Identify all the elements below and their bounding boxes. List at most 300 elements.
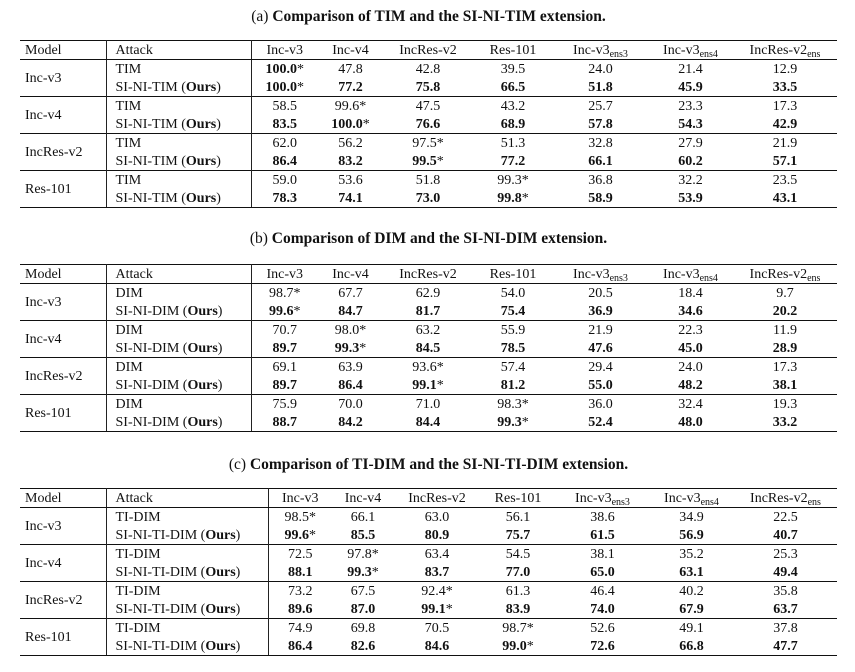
table-row [20, 600, 837, 619]
table-row [20, 134, 837, 153]
table-caption [20, 456, 837, 474]
header-col-main: IncRes-v2 [749, 266, 808, 282]
value-cell [251, 97, 318, 116]
value: 28.9 [772, 340, 798, 356]
value-cell [251, 171, 318, 190]
value-cell [480, 526, 556, 545]
value: 51.8 [588, 79, 613, 95]
value-cell [648, 171, 733, 190]
value: 19.3 [772, 396, 798, 412]
value-cell [394, 619, 480, 638]
value-cell [648, 78, 733, 97]
attack-name: SI-NI-DIM [115, 303, 180, 319]
value-cell [318, 321, 383, 340]
caption-title: Comparison of DIM and the SI-NI-DIM extension. [271, 230, 608, 247]
header-col-main: Inc-v3 [266, 266, 304, 282]
white-box-marker: * [436, 359, 444, 375]
value-cell [394, 600, 480, 619]
value: 93.6 [412, 359, 437, 375]
attack-name: SI-NI-TI-DIM [115, 527, 198, 543]
value-cell [734, 582, 837, 601]
attack-name: SI-NI-DIM [115, 377, 180, 393]
value: 54.5 [505, 546, 531, 562]
header-col [251, 41, 318, 60]
value-cell [480, 637, 556, 656]
value: 70.0 [338, 396, 363, 412]
value-cell [733, 339, 837, 358]
value-cell [473, 302, 553, 321]
value-cell [332, 619, 394, 638]
value-cell [734, 526, 837, 545]
value: 100.0 [265, 79, 297, 95]
value-cell [556, 526, 649, 545]
value-cell [268, 545, 332, 564]
header-col-main: Res-101 [494, 490, 542, 506]
value-cell [251, 78, 318, 97]
table-row [20, 78, 837, 97]
table-row [20, 152, 837, 171]
value: 25.7 [588, 98, 613, 114]
attack-cell [106, 97, 251, 116]
value: 100.0 [331, 116, 363, 132]
value: 74.1 [338, 190, 363, 206]
value-cell [383, 413, 473, 432]
header-col-sub: ens [807, 48, 821, 60]
value: 58.9 [588, 190, 613, 206]
value-cell [332, 637, 394, 656]
value-cell [553, 321, 648, 340]
white-box-marker: * [297, 61, 304, 77]
value: 38.1 [772, 377, 798, 393]
value: 83.2 [338, 153, 363, 169]
value-cell [553, 134, 648, 153]
header-col [383, 265, 473, 284]
ours-label: Ours [187, 303, 218, 319]
header-col-sub: ens4 [699, 272, 718, 284]
value: 33.2 [772, 414, 798, 430]
value: 89.6 [288, 601, 313, 617]
ours-label: Ours [205, 638, 236, 654]
attack-cell [106, 358, 251, 377]
value-cell [733, 189, 837, 208]
value: 99.1 [421, 601, 446, 617]
ours-label: Ours [205, 527, 236, 543]
value: 99.6 [269, 303, 294, 319]
value-cell [733, 171, 837, 190]
white-box-marker: * [526, 638, 534, 654]
value: 56.1 [505, 509, 531, 525]
value-cell [734, 563, 837, 582]
value-cell [553, 302, 648, 321]
header-col [473, 265, 553, 284]
table-row [20, 60, 837, 79]
value-cell [648, 152, 733, 171]
value: 73.0 [415, 190, 441, 206]
header-col-main: Inc-v3 [281, 490, 319, 506]
header-col [473, 41, 553, 60]
value: 32.4 [678, 396, 703, 412]
value-cell [383, 321, 473, 340]
value: 63.9 [338, 359, 363, 375]
value: 54.3 [678, 116, 703, 132]
header-attack: Attack [106, 489, 268, 508]
value: 81.2 [500, 377, 526, 393]
attack-cell [106, 284, 251, 303]
value-cell [268, 508, 332, 527]
value: 56.2 [338, 135, 363, 151]
value-cell [553, 395, 648, 414]
header-model: Model [20, 265, 106, 284]
value: 99.3 [347, 564, 372, 580]
value-cell [734, 637, 837, 656]
white-box-marker: * [521, 190, 529, 206]
table-row [20, 395, 837, 414]
header-col-sub: ens3 [609, 48, 628, 60]
value-cell [473, 376, 553, 395]
value-cell [394, 637, 480, 656]
header-col [649, 489, 734, 508]
value-cell [480, 619, 556, 638]
value-cell [473, 321, 553, 340]
table-row [20, 189, 837, 208]
attack-name: TI-DIM [115, 546, 161, 562]
value-cell [733, 395, 837, 414]
attack-name: TIM [115, 98, 142, 114]
value-cell [251, 152, 318, 171]
value-cell [733, 413, 837, 432]
value-cell [251, 395, 318, 414]
value-cell [383, 284, 473, 303]
value-cell [383, 134, 473, 153]
value-cell [649, 545, 734, 564]
table-row [20, 563, 837, 582]
ours-label: Ours [185, 153, 217, 169]
value-cell [268, 619, 332, 638]
value: 23.3 [678, 98, 703, 114]
value: 27.9 [678, 135, 703, 151]
value: 100.0 [265, 61, 297, 77]
header-model: Model [20, 41, 106, 60]
header-col [383, 41, 473, 60]
value-cell [394, 563, 480, 582]
attack-name: TI-DIM [115, 509, 161, 525]
value: 63.1 [679, 564, 704, 580]
value-cell [553, 376, 648, 395]
value-cell [332, 600, 394, 619]
value-cell [649, 526, 734, 545]
header-col-main: Inc-v4 [332, 42, 369, 58]
attack-cell [106, 508, 268, 527]
model-cell: Res-101 [20, 395, 106, 432]
value: 92.4 [421, 583, 446, 599]
value: 70.5 [424, 620, 450, 636]
value: 84.7 [338, 303, 363, 319]
ours-label: Ours [205, 601, 236, 617]
value: 63.7 [773, 601, 798, 617]
header-col-main: Inc-v3 [663, 266, 700, 282]
value-cell [480, 563, 556, 582]
value: 12.9 [772, 61, 798, 77]
value: 62.0 [272, 135, 297, 151]
value-cell [332, 508, 394, 527]
header-col-main: IncRes-v2 [750, 490, 808, 506]
value: 51.3 [500, 135, 526, 151]
header-attack: Attack [106, 265, 251, 284]
attack-name: SI-NI-TIM [115, 190, 178, 206]
value: 20.2 [772, 303, 798, 319]
value-cell [648, 115, 733, 134]
value: 98.7 [269, 285, 294, 301]
value-cell [318, 358, 383, 377]
value-cell [268, 582, 332, 601]
value-cell [648, 376, 733, 395]
value: 61.5 [590, 527, 615, 543]
model-cell: Inc-v3 [20, 508, 106, 545]
header-col-main: Inc-v3 [664, 490, 701, 506]
value: 88.7 [272, 414, 297, 430]
value: 52.6 [590, 620, 615, 636]
value: 75.9 [272, 396, 297, 412]
value-cell [318, 284, 383, 303]
value: 83.7 [424, 564, 450, 580]
value-cell [556, 619, 649, 638]
value-cell [268, 600, 332, 619]
value: 35.8 [773, 583, 798, 599]
attack-cell: SI-NI-TIM (Ours) [106, 115, 251, 134]
value: 42.8 [415, 61, 441, 77]
value-cell [553, 171, 648, 190]
white-box-marker: * [521, 414, 529, 430]
header-col-main: Inc-v3 [575, 490, 612, 506]
header-col-main: Res-101 [489, 42, 537, 58]
value: 72.6 [590, 638, 615, 654]
value: 36.9 [588, 303, 613, 319]
value-cell [318, 189, 383, 208]
value-cell [251, 302, 318, 321]
value-cell [318, 413, 383, 432]
value-cell [556, 563, 649, 582]
value-cell [734, 545, 837, 564]
value: 20.5 [588, 285, 613, 301]
value-cell [318, 171, 383, 190]
value: 67.7 [338, 285, 363, 301]
table-row [20, 302, 837, 321]
value-cell [473, 284, 553, 303]
header-col [648, 41, 733, 60]
value-cell [251, 60, 318, 79]
value: 49.4 [773, 564, 798, 580]
header-col [268, 489, 332, 508]
value-cell [394, 508, 480, 527]
value-cell [556, 600, 649, 619]
value-cell [251, 189, 318, 208]
attack-name: TI-DIM [115, 620, 161, 636]
value-cell [383, 358, 473, 377]
table-row [20, 321, 837, 340]
value: 86.4 [338, 377, 363, 393]
model-cell: IncRes-v2 [20, 358, 106, 395]
value: 66.8 [679, 638, 704, 654]
value: 71.0 [415, 396, 441, 412]
value-cell [556, 508, 649, 527]
value-cell [383, 152, 473, 171]
value: 35.2 [679, 546, 704, 562]
value: 99.5 [412, 153, 437, 169]
results-table [20, 488, 837, 656]
value: 24.0 [678, 359, 703, 375]
value: 21.4 [678, 61, 703, 77]
white-box-marker: * [309, 527, 316, 543]
header-col [734, 489, 837, 508]
value-cell [473, 115, 553, 134]
header-col [553, 265, 648, 284]
header-col-main: Inc-v3 [573, 266, 610, 282]
header-col-sub: ens [807, 496, 821, 508]
value-cell [383, 78, 473, 97]
white-box-marker: * [445, 601, 453, 617]
value-cell [383, 339, 473, 358]
attack-name: SI-NI-TI-DIM [115, 601, 198, 617]
header-col-sub: ens4 [700, 496, 719, 508]
table-caption [20, 230, 837, 248]
value: 66.1 [588, 153, 613, 169]
model-cell: Inc-v3 [20, 60, 106, 97]
model-cell: IncRes-v2 [20, 134, 106, 171]
value: 84.5 [415, 340, 441, 356]
attack-name: SI-NI-TI-DIM [115, 564, 198, 580]
attack-cell [106, 619, 268, 638]
value-cell [648, 284, 733, 303]
value-cell [648, 395, 733, 414]
value: 47.7 [773, 638, 798, 654]
value: 40.7 [773, 527, 798, 543]
attack-cell [106, 395, 251, 414]
value: 47.8 [338, 61, 363, 77]
value: 43.2 [500, 98, 526, 114]
attack-cell [106, 321, 251, 340]
value: 17.3 [772, 98, 798, 114]
value-cell [473, 60, 553, 79]
attack-name: DIM [115, 285, 143, 301]
value-cell [733, 302, 837, 321]
value: 84.6 [424, 638, 450, 654]
value-cell [480, 508, 556, 527]
value-cell [268, 563, 332, 582]
attack-name: DIM [115, 322, 143, 338]
results-table [20, 264, 837, 432]
value: 25.3 [773, 546, 798, 562]
value: 57.1 [772, 153, 798, 169]
value-cell [734, 619, 837, 638]
table-row [20, 339, 837, 358]
header-col-sub: ens3 [611, 496, 630, 508]
value-cell [649, 637, 734, 656]
value-cell [473, 152, 553, 171]
value: 46.4 [590, 583, 615, 599]
value: 77.0 [505, 564, 531, 580]
model-cell: Inc-v3 [20, 284, 106, 321]
attack-cell: SI-NI-TI-DIM (Ours) [106, 526, 268, 545]
value: 80.9 [424, 527, 450, 543]
value-cell [473, 413, 553, 432]
caption-label: (a) [251, 8, 269, 25]
value: 83.5 [272, 116, 297, 132]
header-col [556, 489, 649, 508]
value: 53.9 [678, 190, 703, 206]
value: 98.7 [502, 620, 527, 636]
value: 38.6 [590, 509, 615, 525]
value: 47.5 [415, 98, 441, 114]
value-cell [268, 637, 332, 656]
value: 65.0 [590, 564, 615, 580]
value: 74.0 [590, 601, 615, 617]
value-cell [649, 582, 734, 601]
caption-title: Comparison of TIM and the SI-NI-TIM extension. [272, 8, 606, 25]
value: 21.9 [772, 135, 798, 151]
table-row [20, 97, 837, 116]
value-cell [473, 171, 553, 190]
value-cell [556, 582, 649, 601]
value-cell [553, 189, 648, 208]
value-cell [318, 78, 383, 97]
attack-cell: SI-NI-TIM (Ours) [106, 189, 251, 208]
header-col-sub: ens4 [699, 48, 718, 60]
value: 63.4 [424, 546, 450, 562]
value-cell [733, 115, 837, 134]
value-cell [648, 60, 733, 79]
header-col-main: Inc-v3 [663, 42, 700, 58]
white-box-marker: * [436, 153, 444, 169]
value-cell [733, 60, 837, 79]
value-cell [318, 152, 383, 171]
value: 77.2 [338, 79, 363, 95]
white-box-marker: * [359, 98, 367, 114]
attack-name: SI-NI-TIM [115, 153, 178, 169]
value-cell [251, 339, 318, 358]
value-cell [733, 97, 837, 116]
value: 98.5 [284, 509, 309, 525]
header-col-main: Inc-v3 [573, 42, 610, 58]
header-col [733, 41, 837, 60]
value-cell [318, 60, 383, 79]
value-cell [733, 134, 837, 153]
value-cell [318, 376, 383, 395]
attack-cell: SI-NI-TI-DIM (Ours) [106, 600, 268, 619]
value-cell [733, 358, 837, 377]
value: 45.9 [678, 79, 703, 95]
header-attack: Attack [106, 41, 251, 60]
value-cell [556, 545, 649, 564]
attack-cell [106, 582, 268, 601]
attack-cell: SI-NI-TIM (Ours) [106, 152, 251, 171]
value-cell [251, 284, 318, 303]
white-box-marker: * [371, 564, 379, 580]
value: 84.4 [415, 414, 441, 430]
table-row [20, 284, 837, 303]
ours-label: Ours [187, 414, 218, 430]
value-cell [480, 582, 556, 601]
white-box-marker: * [371, 546, 379, 562]
attack-cell [106, 545, 268, 564]
attack-name: SI-NI-DIM [115, 414, 180, 430]
value-cell [733, 321, 837, 340]
header-col-main: Inc-v3 [266, 42, 304, 58]
value: 53.6 [338, 172, 363, 188]
value-cell [648, 97, 733, 116]
value-cell [251, 115, 318, 134]
value-cell [648, 358, 733, 377]
value-cell [733, 376, 837, 395]
